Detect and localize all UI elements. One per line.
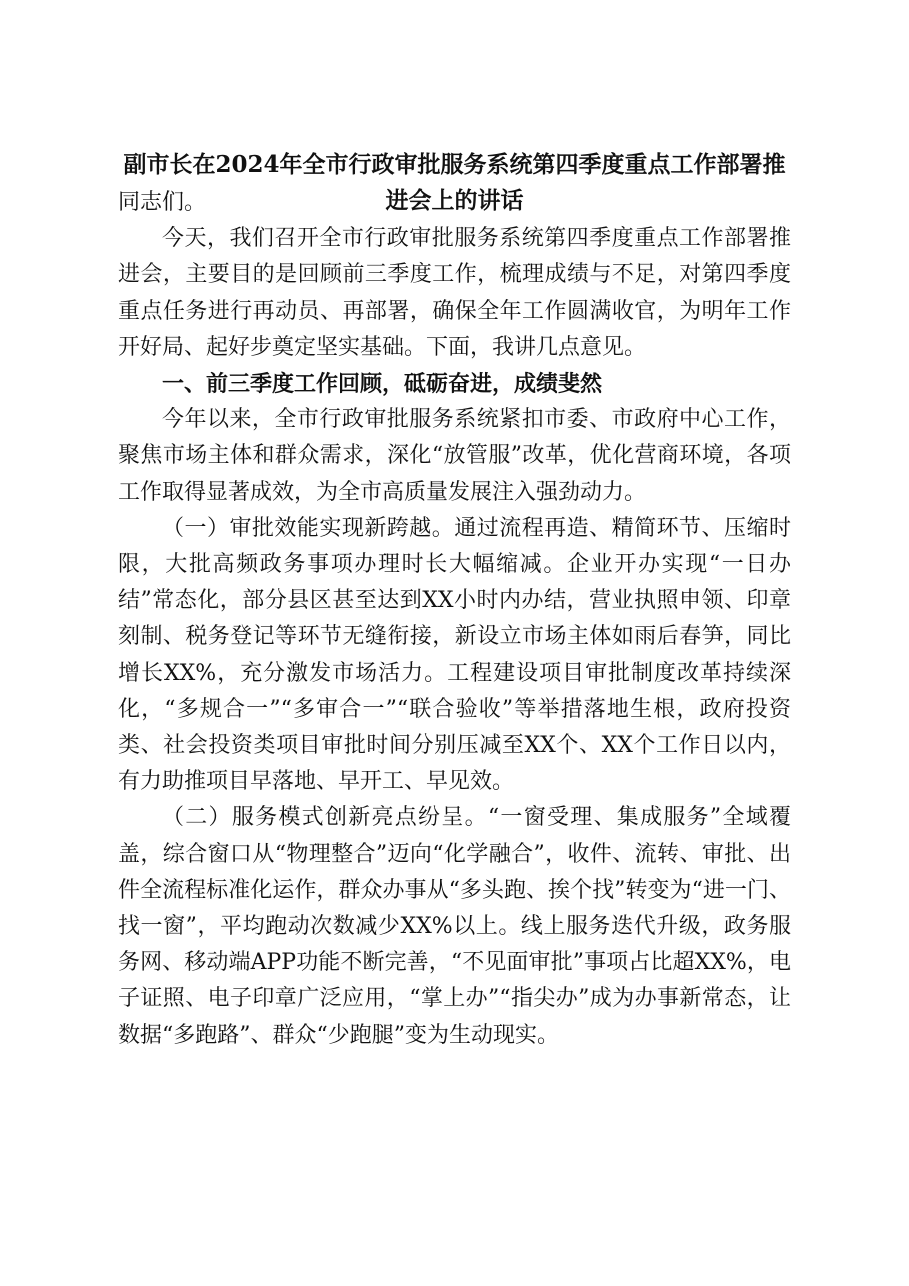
section-heading-1: 一、前三季度工作回顾，砥砺奋进，成绩斐然 [162, 371, 603, 398]
section-1-intro-paragraph: 今年以来，全市行政审批服务系统紧扣市委、市政府中心工作，聚焦市场主体和群众需求，深化“放管服”改革，优化营商环境，各项工作取得显著成效，为全市高质量发展注入强劲动力。 [118, 407, 791, 505]
intro-paragraph: 今天，我们召开全市行政审批服务系统第四季度重点工作部署推进会，主要目的是回顾前三季度工作，梳理成绩与不足，对第四季度重点任务进行再动员、再部署，确保全年工作圆满收官，为明年工作开好局、起好步奠定坚实基础。下面，我讲几点意见。 [118, 226, 791, 360]
subsection-1-text: 通过流程再造、精简环节、压缩时限，大批高频政务事项办理时长大幅缩减。企业开办实现“一日办结”常态化，部分县区甚至达到XX小时内办结，营业执照申领、印章刻制、税务登记等环节无缝衔接，新设立市场主体如雨后春笋，同比增长XX%，充分激发市场活力。工程建设项目审批制度改革持续深化，“多规合一”“多审合一”“联合验收”等举措落地生根，政府投资类、社会投资类项目审批时间分别压减至XX个、XX个工作日以内，有力助推项目早落地、早开工、早见效。 [118, 515, 791, 795]
subsection-1-paragraph [118, 511, 791, 801]
document-body [118, 185, 791, 1054]
subsection-2-text: “一窗受理、集成服务”全域覆盖，综合窗口从“物理整合”迈向“化学融合”，收件、流转、审批、出件全流程标准化运作，群众办事从“多头跑、挨个找”转变为“进一门、找一窗”，平均跑动次数减少XX%以上。线上服务迭代升级，政务服务网、移动端APP功能不断完善，“不见面审批”事项占比超XX%，电子证照、电子印章广泛应用，“掌上办”“指尖办”成为办事新常态，让数据“多跑路”、群众“少跑腿”变为生动现实。 [118, 805, 791, 1048]
subsection-2-paragraph [118, 800, 791, 1053]
subsection-2-heading: （二）服务模式创新亮点纷呈。 [162, 805, 488, 831]
document-title: 副市长在2024年全市行政审批服务系统第四季度重点工作部署推进会上的讲话 [123, 151, 786, 214]
salutation: 同志们。 [118, 190, 207, 215]
subsection-1-heading: （一）审批效能实现新跨越。 [162, 515, 455, 541]
